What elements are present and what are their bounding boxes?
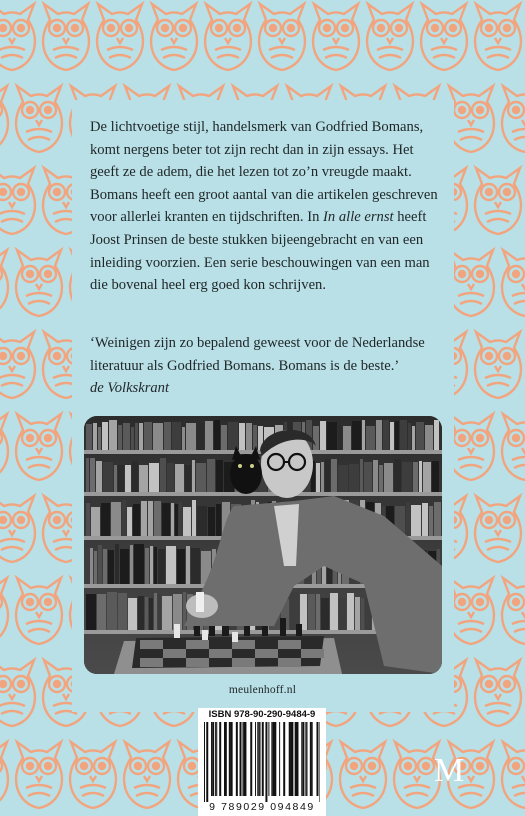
owl-motif	[502, 86, 525, 152]
quote-source: de Volkskrant	[90, 380, 170, 397]
blurb-line: Bomans heeft een groot aantal van die artikelen geschreven	[90, 186, 438, 203]
barcode	[198, 708, 326, 816]
owl-motif	[448, 86, 494, 152]
owl-motif	[0, 578, 8, 644]
publisher-logo: M	[434, 752, 465, 789]
owl-motif	[124, 742, 170, 808]
blurb-line-start: voor allerlei kranten en tijdschriften. In	[90, 209, 320, 226]
press-quote	[90, 332, 452, 400]
owl-motif	[0, 250, 8, 316]
owl-motif	[475, 496, 521, 562]
owl-motif	[0, 332, 35, 398]
owl-motif	[0, 4, 35, 70]
blurb-line: die bovenal heel erg goed kon schrijven.	[90, 277, 326, 294]
owl-motif	[448, 414, 494, 480]
owl-motif	[448, 578, 494, 644]
owl-motif	[448, 250, 494, 316]
owl-motif	[97, 4, 143, 70]
owl-motif	[151, 4, 197, 70]
owl-motif	[16, 578, 62, 644]
owl-motif	[0, 496, 35, 562]
owl-motif	[313, 4, 359, 70]
owl-motif	[367, 4, 413, 70]
owl-motif	[16, 250, 62, 316]
owl-motif	[16, 742, 62, 808]
quote-line: ‘Weinigen zijn zo bepalend geweest voor de Nederlandse	[90, 335, 425, 351]
owl-motif	[475, 332, 521, 398]
owl-motif	[0, 414, 8, 480]
barcode-digits: 9 789029 094849	[209, 801, 315, 813]
owl-motif	[340, 742, 386, 808]
owl-motif	[475, 168, 521, 234]
isbn-label: ISBN 978-90-290-9484-9	[208, 709, 316, 720]
author-photo-image	[84, 416, 442, 674]
blurb-line: komt nergens beter tot zijn recht dan in zijn essays. Het	[90, 141, 414, 158]
owl-motif	[205, 4, 251, 70]
owl-motif	[0, 168, 35, 234]
owl-motif	[16, 414, 62, 480]
barcode-bars	[204, 722, 320, 802]
owl-motif	[70, 742, 116, 808]
owl-motif	[502, 742, 525, 808]
blurb-line: De lichtvoetige stijl, handelsmerk van Godfried Bomans,	[90, 119, 424, 135]
owl-motif	[502, 578, 525, 644]
owl-motif	[0, 86, 8, 152]
owl-motif	[502, 250, 525, 316]
owl-motif	[475, 4, 521, 70]
blurb-line-end: heeft	[397, 209, 427, 226]
blurb-line: inleiding voorzien. Een serie beschouwingen van een man	[90, 254, 430, 271]
cat	[230, 454, 262, 494]
owl-motif	[0, 742, 8, 808]
blurb-line: Joost Prinsen de beste stukken bijeengebracht en van een	[90, 231, 424, 248]
owl-motif	[16, 86, 62, 152]
author-photo	[84, 416, 442, 674]
book-title: In alle ernst	[323, 209, 394, 226]
owl-motif	[43, 4, 89, 70]
blurb-line: geeft ze de adem, die het lezen tot zo’n vreugde maakt.	[90, 164, 412, 181]
quote-line: literatuur als Godfried Bomans. Bomans is de beste.’	[90, 357, 400, 374]
blurb-text	[90, 116, 452, 297]
owl-motif	[502, 414, 525, 480]
blurb-line	[90, 206, 452, 229]
owl-motif	[421, 4, 467, 70]
owl-motif	[259, 4, 305, 70]
publisher-website: meulenhoff.nl	[228, 684, 297, 696]
